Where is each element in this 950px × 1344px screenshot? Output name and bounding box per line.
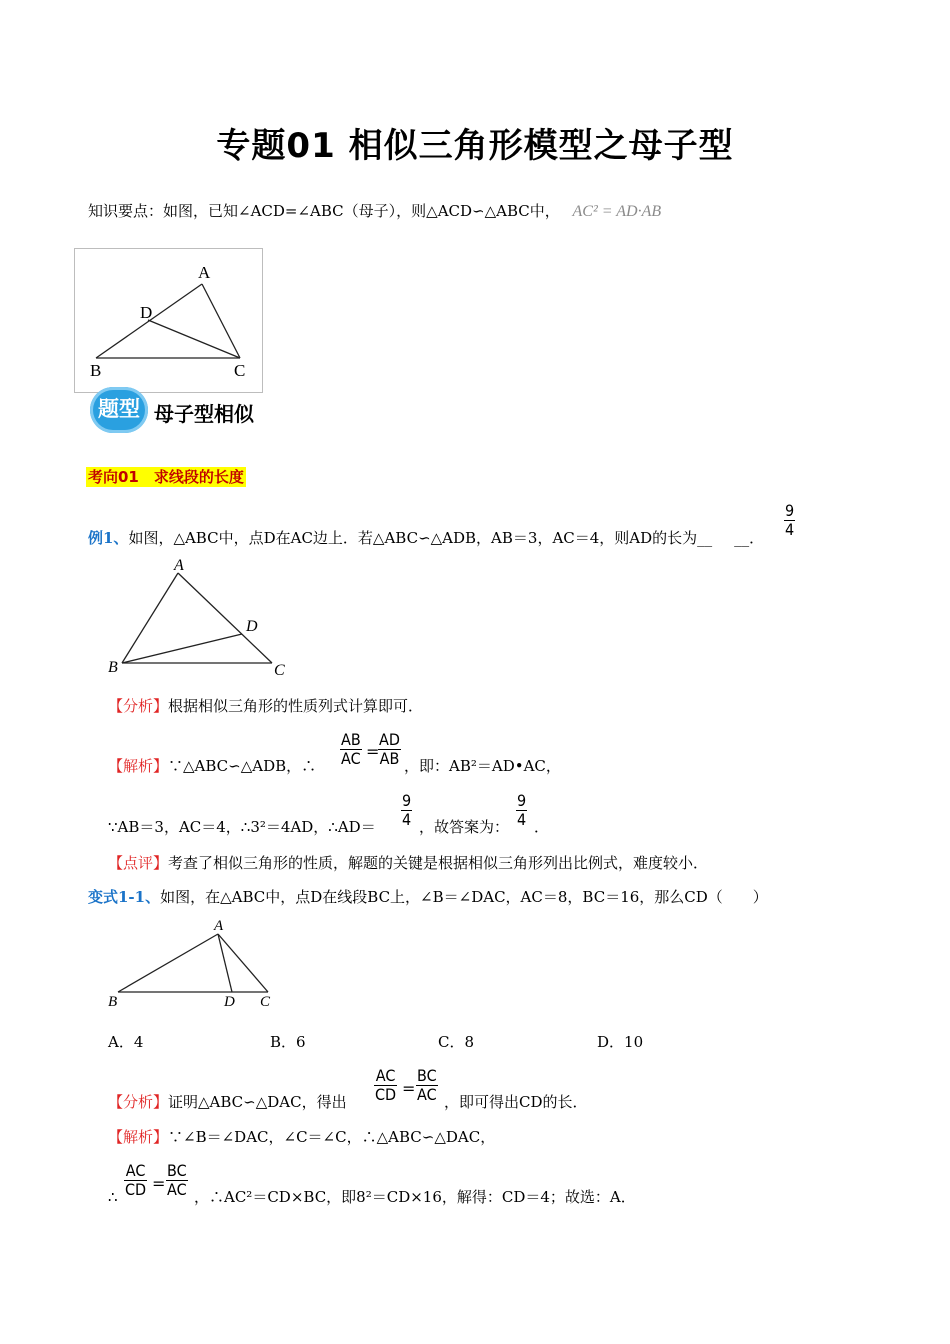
var1-s2-frac-2 bbox=[166, 1162, 188, 1199]
var1-an-frac-1-num: AC bbox=[375, 1066, 396, 1085]
var1-analysis-tag: 【分析】 bbox=[108, 1093, 169, 1111]
label-b: B bbox=[90, 361, 102, 380]
var1-analysis-a: 证明△ABC∽△DAC，得出 bbox=[168, 1093, 347, 1111]
ex1-analysis-tag: 【分析】 bbox=[108, 697, 169, 715]
var1-an-frac-2-den: AC bbox=[417, 1085, 437, 1104]
direction-heading bbox=[86, 466, 246, 487]
section-badge: 题型 bbox=[90, 387, 148, 433]
ex1-sol1-a: ∵△ABC∽△ADB，∴ bbox=[168, 757, 317, 775]
ex1-sol2-num-2: 9 bbox=[517, 791, 527, 810]
var1-s2-eq: = bbox=[152, 1174, 166, 1193]
var1-figure bbox=[104, 914, 284, 1014]
var1-label-d: D bbox=[224, 994, 235, 1010]
ex1-sol2-frac-2 bbox=[516, 792, 527, 829]
ex1-answer-fraction bbox=[784, 502, 795, 539]
page-title: 专题01 相似三角形模型之母子型 bbox=[216, 126, 734, 166]
direction-text: 考向01 求线段的长度 bbox=[88, 468, 244, 486]
var1-sol2-b: ，∴AC²＝CD×BC，即8²＝CD×16，解得：CD＝4；故选：A． bbox=[194, 1188, 636, 1206]
var1-label-c: C bbox=[260, 994, 271, 1010]
ex1-sol2-b: ，故答案为： bbox=[419, 818, 510, 836]
ex1-sol2-den-2: 4 bbox=[517, 810, 527, 829]
ex1-segment-bd bbox=[122, 634, 242, 663]
figure-mother-child bbox=[74, 248, 264, 394]
ex1-answer-num: 9 bbox=[785, 501, 795, 520]
var1-label-a: A bbox=[214, 918, 224, 934]
var1-an-frac-1 bbox=[374, 1067, 397, 1104]
ex1-sol1-b: ，即：AB²＝AD•AC， bbox=[404, 757, 561, 775]
ex1-side-ca bbox=[178, 573, 272, 663]
ex1-comment-text: 考查了相似三角形的性质，解题的关键是根据相似三角形列出比例式，难度较小． bbox=[168, 854, 709, 872]
ex1-sol-frac-1 bbox=[340, 731, 362, 768]
var1-s2-frac-1-den: CD bbox=[125, 1180, 147, 1199]
ex1-label-c: C bbox=[274, 662, 285, 679]
var1-analysis bbox=[108, 1092, 347, 1112]
var1-s2-frac-2-den: AC bbox=[167, 1180, 187, 1199]
var1-label-b: B bbox=[108, 994, 118, 1010]
var1-s2-frac-2-num: BC bbox=[167, 1161, 187, 1180]
ex1-blank-post: __． bbox=[734, 529, 765, 547]
option-c: C．8 bbox=[438, 1033, 475, 1051]
var1-sol1: ∵∠B＝∠DAC，∠C＝∠C，∴△ABC∽△DAC， bbox=[168, 1128, 496, 1146]
ex1-sol2-num: 9 bbox=[402, 791, 412, 810]
var1-label: 变式1-1、 bbox=[88, 888, 161, 906]
var1-solution-tag: 【解析】 bbox=[108, 1128, 169, 1146]
var1-an-frac-2-num: BC bbox=[417, 1066, 437, 1085]
var1-question bbox=[88, 887, 768, 907]
side-ca bbox=[202, 284, 240, 358]
knowledge-text: 知识要点：如图，已知∠ACD=∠ABC（母子），则△ACD∽△ABC中， bbox=[88, 202, 560, 220]
option-a: A．4 bbox=[108, 1033, 144, 1051]
ex1-text: 如图，△ABC中，点D在AC边上．若△ABC∽△ADB，AB＝3，AC＝4，则AD的长为 bbox=[128, 529, 698, 547]
var1-solution-1 bbox=[108, 1127, 495, 1147]
section-label: 母子型相似 bbox=[154, 402, 254, 426]
knowledge-line bbox=[88, 201, 661, 222]
ex1-sol2-frac bbox=[401, 792, 412, 829]
var1-side-ab bbox=[118, 934, 218, 992]
label-c: C bbox=[234, 361, 246, 380]
label-a: A bbox=[198, 263, 211, 282]
label-d: D bbox=[140, 303, 153, 322]
ex1-label: 例1、 bbox=[88, 529, 129, 547]
ex1-analysis bbox=[108, 696, 423, 716]
ex1-label-a: A bbox=[174, 557, 184, 574]
var1-an-frac-1-den: CD bbox=[375, 1085, 397, 1104]
ex1-analysis-text: 根据相似三角形的性质列式计算即可． bbox=[168, 697, 424, 715]
ex1-sol-frac-2 bbox=[378, 731, 401, 768]
ex1-solution-tag: 【解析】 bbox=[108, 757, 169, 775]
var1-sol2-pre: ∴ bbox=[108, 1188, 118, 1206]
ex1-sol2-c: ． bbox=[534, 818, 550, 836]
var1-s2-frac-1 bbox=[124, 1162, 147, 1199]
ex1-comment-tag: 【点评】 bbox=[108, 854, 169, 872]
ex1-sol2-a: ∵AB＝3，AC＝4，∴3²＝4AD，∴AD＝ bbox=[108, 818, 376, 836]
knowledge-formula: AC² = AD·AB bbox=[572, 203, 662, 220]
ex1-sol-frac-2-den: AB bbox=[379, 749, 400, 768]
ex1-sol-frac-2-num: AD bbox=[379, 730, 400, 749]
segment-cd bbox=[148, 320, 240, 358]
var1-an-eq: = bbox=[402, 1079, 416, 1098]
ex1-figure bbox=[104, 555, 294, 680]
ex1-sol-frac-1-den: AC bbox=[341, 749, 361, 768]
var1-s2-frac-1-num: AC bbox=[125, 1161, 146, 1180]
ex1-side-ab bbox=[122, 573, 178, 663]
ex1-sol2-den: 4 bbox=[402, 810, 412, 829]
var1-analysis-b: ，即可得出CD的长． bbox=[444, 1093, 588, 1111]
ex1-sol-eq: = bbox=[366, 742, 380, 761]
option-b: B．6 bbox=[270, 1033, 306, 1051]
ex1-label-b: B bbox=[108, 659, 118, 676]
ex1-comment bbox=[108, 853, 708, 873]
ex1-question bbox=[88, 528, 764, 548]
var1-an-frac-2 bbox=[416, 1067, 438, 1104]
ex1-label-d: D bbox=[246, 618, 258, 635]
ex1-solution-2 bbox=[108, 817, 376, 837]
ex1-solution-1 bbox=[108, 756, 316, 776]
var1-text: 如图，在△ABC中，点D在线段BC上，∠B＝∠DAC，AC＝8，BC＝16，那么CD（ ） bbox=[160, 888, 768, 906]
ex1-blank-pre: __ bbox=[697, 529, 713, 547]
option-d: D．10 bbox=[597, 1033, 644, 1051]
ex1-sol-frac-1-num: AB bbox=[341, 730, 361, 749]
ex1-answer-den: 4 bbox=[785, 520, 795, 539]
